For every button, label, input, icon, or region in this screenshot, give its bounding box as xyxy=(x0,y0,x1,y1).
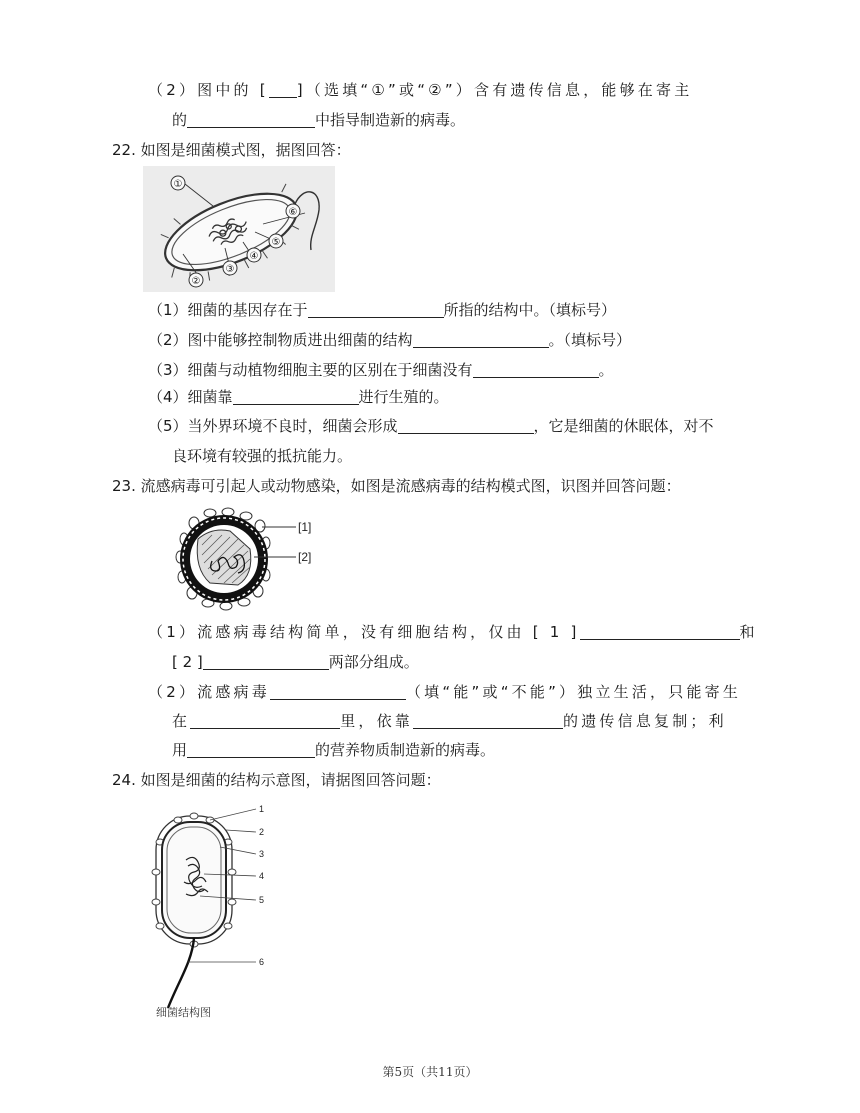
page-footer: 第5页（共11页） xyxy=(382,1065,478,1079)
bacterium-model-figure xyxy=(143,166,335,292)
q23-sub2-line3: 用 的营养物质制造新的病毒。 xyxy=(172,741,496,759)
fig24-label-1: 1 xyxy=(259,804,265,814)
bacterium-structure-drawing xyxy=(148,802,278,1024)
fig24-label-4: 4 xyxy=(259,871,265,881)
q21-part2-line2: 的 中指导制造新的病毒。 xyxy=(172,111,466,129)
fig24-caption: 细菌结构图 xyxy=(156,1006,211,1019)
fig22-label-5: ⑤ xyxy=(271,237,281,248)
q23-stem: 23. 流感病毒可引起人或动物感染，如图是流感病毒的结构模式图，识图并回答问题： xyxy=(112,477,681,495)
fig22-label-2: ② xyxy=(191,276,201,287)
fig22-label-6: ⑥ xyxy=(288,207,298,218)
q22-sub5-line2: 良环境有较强的抵抗能力。 xyxy=(172,447,353,465)
fig23-label-1: [1] xyxy=(298,520,312,534)
q21-part2-line1: （2）图中的 [ ]（选填“①”或“②”）含有遗传信息，能够在寄主 xyxy=(148,81,693,99)
fig24-label-3: 3 xyxy=(259,849,265,859)
q23-sub2-line2: 在 里，依靠 的遗传信息复制；利 xyxy=(172,712,727,730)
fig24-label-2: 2 xyxy=(259,827,265,837)
answer-blank[interactable] xyxy=(187,741,315,758)
answer-blank[interactable] xyxy=(398,417,534,434)
q22-sub1: （1）细菌的基因存在于 所指的结构中。（填标号） xyxy=(148,301,617,319)
answer-blank[interactable] xyxy=(413,712,563,729)
answer-blank[interactable] xyxy=(308,301,444,318)
fig22-label-4: ④ xyxy=(249,251,259,262)
fig24-label-6: 6 xyxy=(259,957,265,967)
answer-blank[interactable] xyxy=(233,388,359,405)
fig22-label-3: ③ xyxy=(225,264,235,275)
answer-blank[interactable] xyxy=(473,361,599,378)
bacterium-model-drawing xyxy=(143,166,335,292)
q22-sub5-line1: （5）当外界环境不良时，细菌会形成 ，它是细菌的休眠体，对不 xyxy=(148,417,714,435)
answer-blank[interactable] xyxy=(187,111,315,128)
answer-blank[interactable] xyxy=(269,81,297,98)
influenza-virus-drawing xyxy=(158,505,328,613)
answer-blank[interactable] xyxy=(270,683,406,700)
fig23-label-2: [2] xyxy=(298,550,312,564)
q22-sub2: （2）图中能够控制物质进出细菌的结构 。（填标号） xyxy=(148,331,632,349)
fig24-label-5: 5 xyxy=(259,895,265,905)
q23-sub1-line1: （1）流感病毒结构简单，没有细胞结构，仅由 [ 1 ] 和 xyxy=(148,623,758,641)
answer-blank[interactable] xyxy=(580,623,740,640)
q22-sub3: （3）细菌与动植物细胞主要的区别在于细菌没有 。 xyxy=(148,361,614,379)
answer-blank[interactable] xyxy=(203,653,329,670)
answer-blank[interactable] xyxy=(413,331,549,348)
influenza-virus-figure xyxy=(158,505,328,613)
q23-sub1-line2: [ 2 ] 两部分组成。 xyxy=(172,653,419,671)
q22-sub4: （4）细菌靠 进行生殖的。 xyxy=(148,388,449,406)
q24-stem: 24. 如图是细菌的结构示意图，请据图回答问题： xyxy=(112,771,441,789)
bacterium-structure-figure xyxy=(148,802,278,1024)
q22-stem: 22. 如图是细菌模式图，据图回答： xyxy=(112,141,351,159)
answer-blank[interactable] xyxy=(190,712,340,729)
q23-sub2-line1: （2）流感病毒 （填“能”或“不能”）独立生活，只能寄生 xyxy=(148,683,742,701)
fig22-label-1: ① xyxy=(173,179,183,190)
